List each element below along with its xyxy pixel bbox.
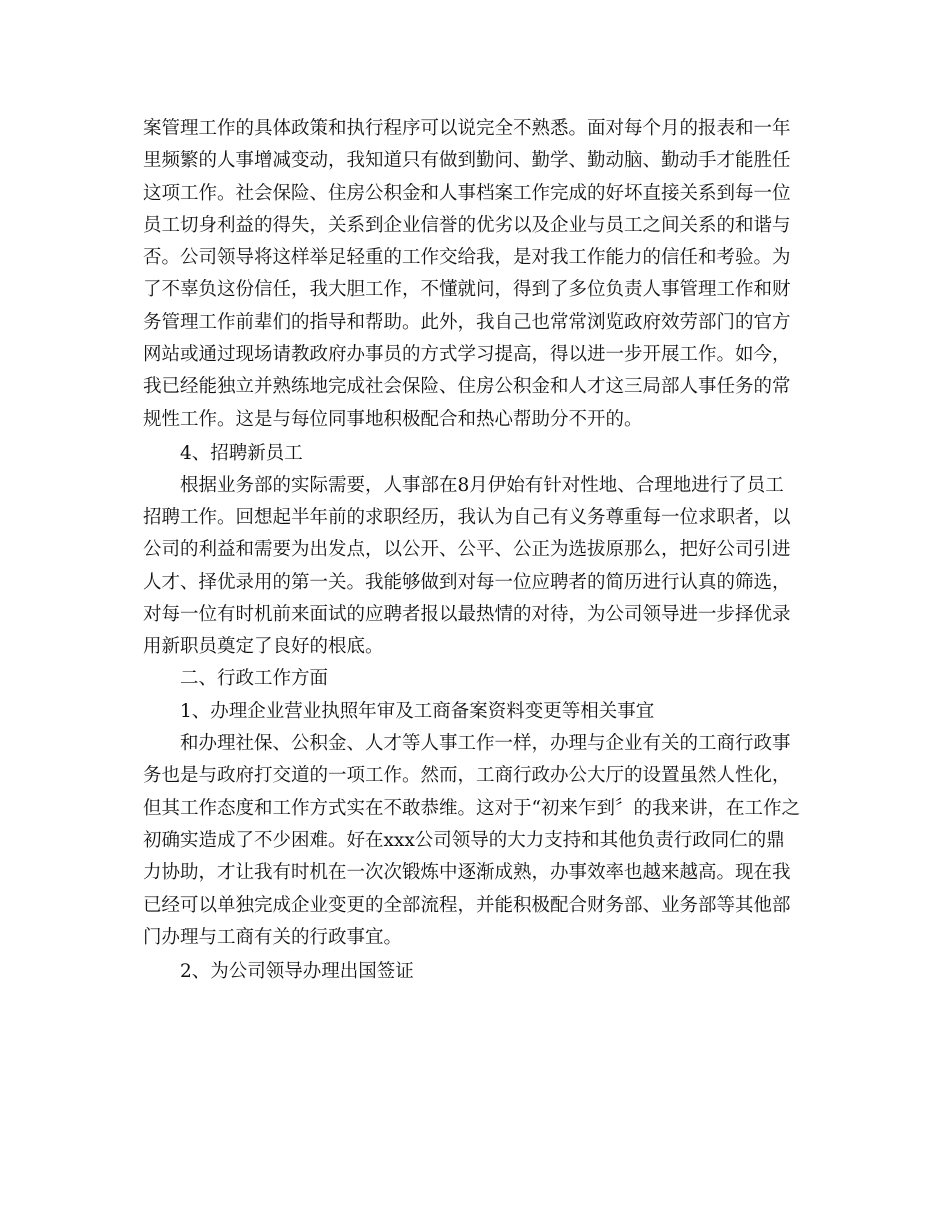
- paragraph-line: 案管理工作的具体政策和执行程序可以说完全不熟悉。面对每个月的报表和一年: [143, 118, 791, 139]
- paragraph-line: 这项工作。社会保险、住房公积金和人事档案工作完成的好坏直接关系到每一位: [143, 183, 791, 204]
- paragraph-line: 我已经能独立并熟练地完成社会保险、住房公积金和人才这三局部人事任务的常: [143, 376, 791, 397]
- paragraph-line: 力协助，才让我有时机在一次次锻炼中逐渐成熟，办事效率也越来越高。现在我: [143, 862, 791, 883]
- paragraph-line: 务管理工作前辈们的指导和帮助。此外，我自己也常常浏览政府效劳部门的官方: [143, 312, 791, 333]
- paragraph-line: 用新职员奠定了良好的根底。: [143, 636, 384, 657]
- paragraph-line: 对每一位有时机前来面试的应聘者报以最热情的对待，为公司领导进一步择优录: [143, 604, 791, 625]
- paragraph-line: 人才、择优录用的第一关。我能够做到对每一位应聘者的简历进行认真的筛选，: [143, 572, 791, 593]
- paragraph-line: 网站或通过现场请教政府办事员的方式学习提高，得以进一步开展工作。如今，: [143, 344, 791, 365]
- paragraph-line: 了不辜负这份信任，我大胆工作，不懂就问，得到了多位负责人事管理工作和财: [143, 279, 791, 300]
- paragraph-line: 已经可以单独完成企业变更的全部流程，并能积极配合财务部、业务部等其他部: [143, 895, 791, 916]
- subheading-business-license: 1、办理企业营业执照年审及工商备案资料变更等相关事宜: [180, 701, 655, 722]
- paragraph-line: 否。公司领导将这样举足轻重的工作交给我，是对我工作能力的信任和考验。为: [143, 247, 791, 268]
- subheading-recruit: 4、招聘新员工: [180, 443, 303, 464]
- section-heading-admin: 二、行政工作方面: [180, 668, 329, 689]
- paragraph-line: 根据业务部的实际需要，人事部在8月伊始有针对性地、合理地进行了员工: [180, 475, 784, 496]
- paragraph-line: 公司的利益和需要为出发点，以公开、公平、公正为选拔原那么，把好公司引进: [143, 539, 791, 560]
- paragraph-line: 但其工作态度和工作方式实在不敢恭维。这对于“初来乍到〞的我来讲，在工作之: [143, 798, 800, 819]
- paragraph-line: 务也是与政府打交道的一项工作。然而，工商行政办公大厅的设置虽然人性化，: [143, 765, 791, 786]
- paragraph-line: 员工切身利益的得失，关系到企业信誉的优劣以及企业与员工之间关系的和谐与: [143, 215, 791, 236]
- paragraph-line: 规性工作。这是与每位同事地积极配合和热心帮助分不开的。: [143, 409, 643, 430]
- paragraph-line: 里频繁的人事增减变动，我知道只有做到勤问、勤学、勤动脑、勤动手才能胜任: [143, 150, 791, 171]
- paragraph-line: 初确实造成了不少困难。好在xxx公司领导的大力支持和其他负责行政同仁的鼎: [143, 830, 785, 851]
- paragraph-line: 和办理社保、公积金、人才等人事工作一样，办理与企业有关的工商行政事: [180, 733, 791, 754]
- paragraph-line: 招聘工作。回想起半年前的求职经历，我认为自己有义务尊重每一位求职者，以: [143, 507, 791, 528]
- subheading-visa: 2、为公司领导办理出国签证: [180, 961, 414, 982]
- paragraph-line: 门办理与工商有关的行政事宜。: [143, 927, 403, 948]
